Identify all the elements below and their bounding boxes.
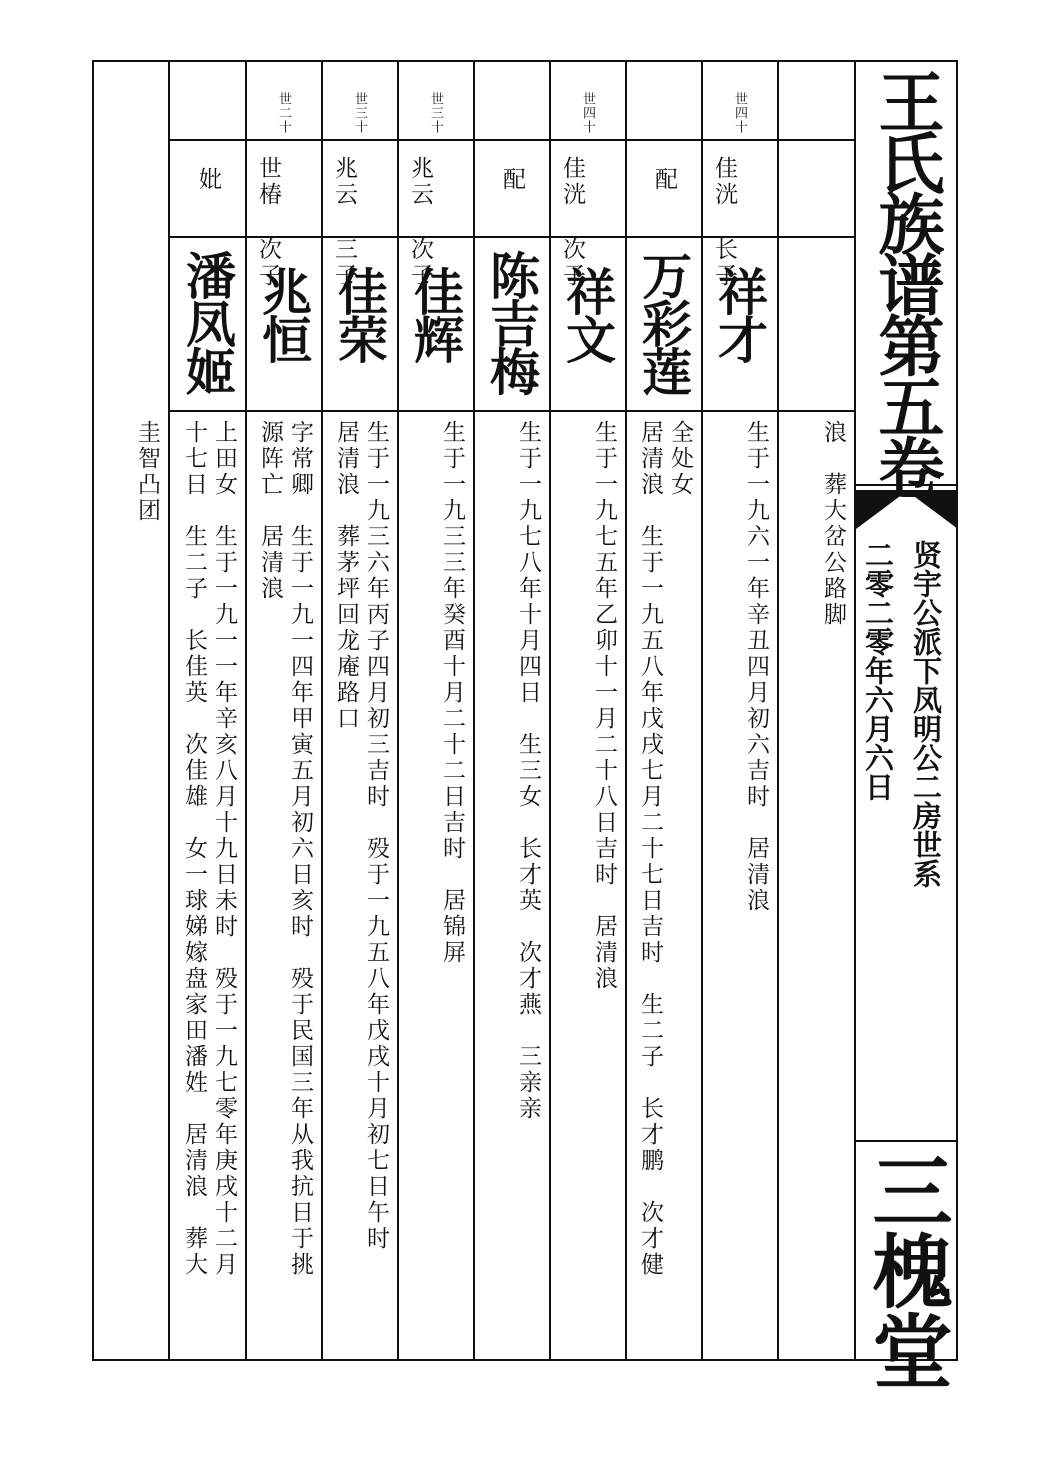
record-2-name: 万彩莲 — [634, 250, 693, 394]
record-3-relation: 佳洸 次子 — [559, 156, 585, 289]
record-4-name: 陈吉梅 — [482, 250, 541, 394]
record-5-relation: 兆云 次子 — [407, 156, 433, 289]
title-band-divider — [854, 60, 856, 1361]
fishtail-ornament — [856, 491, 958, 529]
column-divider — [473, 60, 475, 1361]
column-divider — [245, 60, 247, 1361]
column-divider — [321, 60, 323, 1361]
column-divider — [549, 60, 551, 1361]
record-1-name: 祥才 — [710, 266, 769, 362]
record-1-relation: 佳洸 长子 — [711, 156, 737, 289]
record-7-name: 兆恒 — [254, 266, 313, 362]
record-7-generation: 世二十 — [276, 92, 291, 134]
record-6-relation: 兆云 三子 — [331, 156, 357, 289]
record-1-bio: 生于一九六一年辛丑四月初六吉时 居清浪 — [743, 420, 769, 914]
column-divider — [397, 60, 399, 1361]
publication-date: 二零二零年六月六日 — [861, 540, 895, 801]
record-6-generation: 世三十 — [352, 92, 367, 134]
branch-subtitle: 贤宇公派下凤明公二房世系 — [909, 540, 943, 888]
hall-rule — [856, 1140, 958, 1142]
book-title: 王氏族谱第五卷 — [867, 68, 945, 495]
record-5-generation: 世三十 — [428, 92, 443, 134]
record-6-bio: 生于一九三六年丙子四月初三吉时 殁于一九五八年戊戌十月初七日午时 居清浪 葬茅坪回龙庵路口 — [333, 420, 389, 1252]
record-7-bio: 字常卿 生于一九一四年甲寅五月初六日亥时 殁于民国三年从我抗日于挑 源阵亡 居清浪 — [257, 420, 313, 1278]
record-9-bio: 圭智凸团 — [134, 420, 160, 524]
record-2-bio: 全处女 居清浪 生于一九五八年戊戌七月二十七日吉时 生二子 长才鹏 次才健 — [637, 420, 693, 1278]
record-8-relation: 妣 — [195, 167, 221, 193]
hall-name: 三槐堂 — [859, 1150, 953, 1390]
record-3-name: 祥文 — [558, 266, 617, 362]
rule-generation — [169, 139, 855, 141]
record-4-bio: 生于一九七八年十月四日 生三女 长才英 次才燕 三亲亲 — [515, 420, 541, 1122]
record-2-relation: 配 — [651, 167, 677, 193]
record-7-relation: 世椿 次子 — [255, 156, 281, 289]
record-3-generation: 世四十 — [580, 92, 595, 134]
record-5-bio: 生于一九三三年癸酉十月二十二日吉时 居锦屏 — [439, 420, 465, 966]
record-0-bio: 浪 葬大岔公路脚 — [820, 420, 846, 628]
rule-name — [169, 410, 855, 412]
record-8-name: 潘凤姬 — [178, 250, 237, 394]
record-8-bio: 上田女 生于一九一一年辛亥八月十九日未时 殁于一九七零年庚戌十二月 十七日 生二子 长佳英 次佳雄 女一球娣嫁盘家田潘姓 居清浪 葬大 — [181, 420, 237, 1278]
column-divider — [625, 60, 627, 1361]
record-6-name: 佳荣 — [330, 266, 389, 362]
column-divider — [701, 60, 703, 1361]
record-4-relation: 配 — [499, 167, 525, 193]
column-divider — [168, 60, 170, 1361]
record-1-generation: 世四十 — [732, 92, 747, 134]
column-divider — [777, 60, 779, 1361]
record-5-name: 佳辉 — [406, 266, 465, 362]
record-3-bio: 生于一九七五年乙卯十一月二十八日吉时 居清浪 — [591, 420, 617, 992]
